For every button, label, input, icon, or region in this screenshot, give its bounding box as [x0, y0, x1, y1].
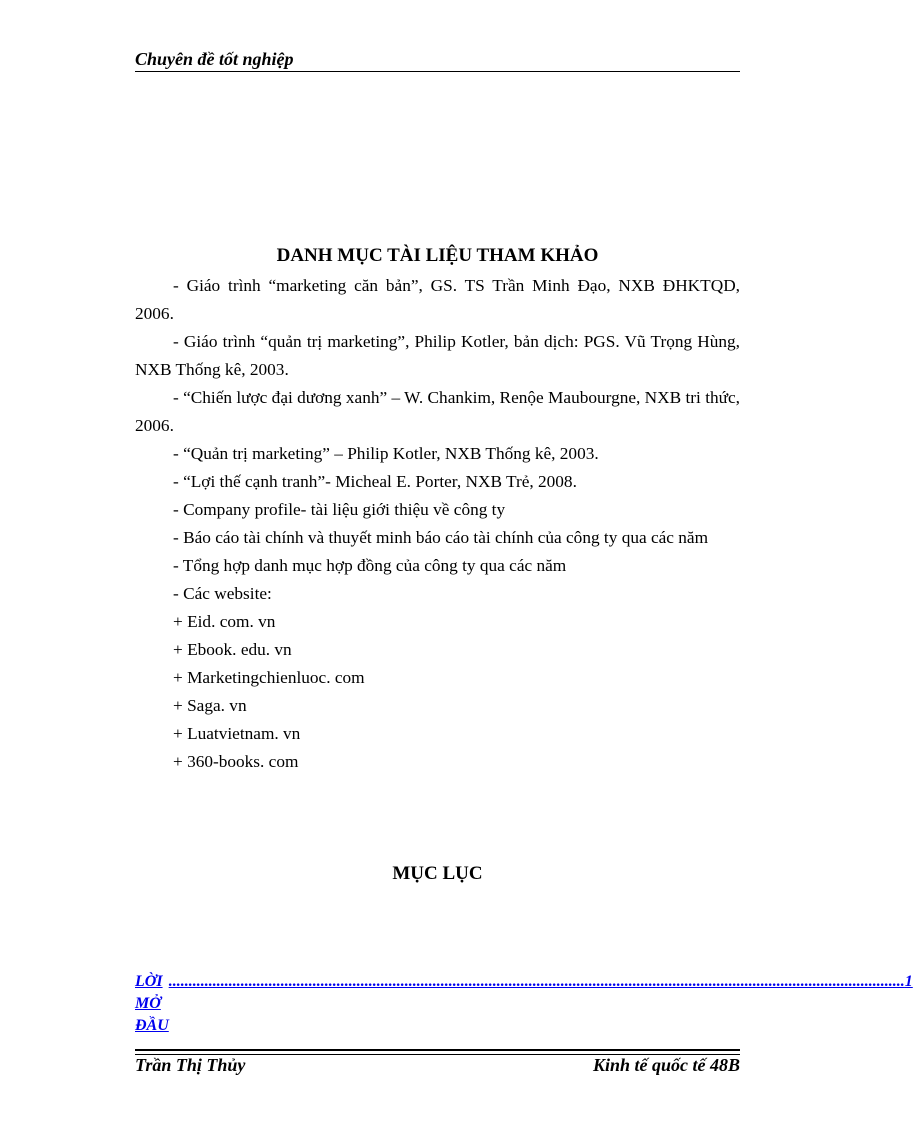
toc-entry-page[interactable]: 1: [904, 973, 913, 990]
toc-entry-loi-mo-dau[interactable]: [135, 971, 913, 1037]
page-footer: [135, 1054, 740, 1076]
reference-item: - “Lợi thế cạnh tranh”- Micheal E. Porter, NXB Trẻ, 2008.: [173, 472, 577, 491]
reference-item: - Company profile- tài liệu giới thiệu về công ty: [173, 500, 506, 519]
footer-author: Trần Thị Thủy: [135, 1055, 246, 1075]
toc-leader-dots: ........................................................................................................................................................................................: [168, 973, 905, 990]
reference-item: - Giáo trình “marketing căn bản”, GS. TS Trần Minh Đạo, NXB ĐHKTQD, 2006.: [135, 276, 740, 323]
footer-class: Kinh tế quốc tế 48B: [592, 1055, 740, 1075]
website-item: + Ebook. edu. vn: [173, 640, 292, 659]
reference-item: - Tổng hợp danh mục hợp đồng của công ty qua các năm: [173, 556, 567, 575]
website-item: + Saga. vn: [173, 696, 247, 715]
references-title: DANH MỤC TÀI LIỆU THAM KHẢO: [276, 245, 599, 266]
toc-title: MỤC LỤC: [392, 863, 483, 884]
website-item: + 360-books. com: [173, 752, 299, 771]
page-header: Chuyên đề tốt nghiệp: [135, 48, 740, 72]
reference-item: - “Quản trị marketing” – Philip Kotler, NXB Thống kê, 2003.: [173, 444, 599, 463]
footer-divider: [135, 1049, 740, 1051]
reference-item: - Giáo trình “quản trị marketing”, Philip Kotler, bản dịch: PGS. Vũ Trọng Hùng, NXB Thống kê, 2003.: [135, 332, 740, 379]
website-item: + Marketingchienluoc. com: [173, 668, 365, 687]
website-item: + Luatvietnam. vn: [173, 724, 301, 743]
toc-entry-label[interactable]: LỜI MỞ ĐẦU: [135, 973, 169, 1034]
reference-item: - Báo cáo tài chính và thuyết minh báo cáo tài chính của công ty qua các năm: [173, 528, 709, 547]
references-list: [135, 272, 740, 776]
website-item: + Eid. com. vn: [173, 612, 276, 631]
reference-item: - “Chiến lược đại dương xanh” – W. Chankim, Renộe Maubourgne, NXB tri thức, 2006.: [135, 388, 740, 435]
reference-item: - Các website:: [173, 584, 272, 603]
